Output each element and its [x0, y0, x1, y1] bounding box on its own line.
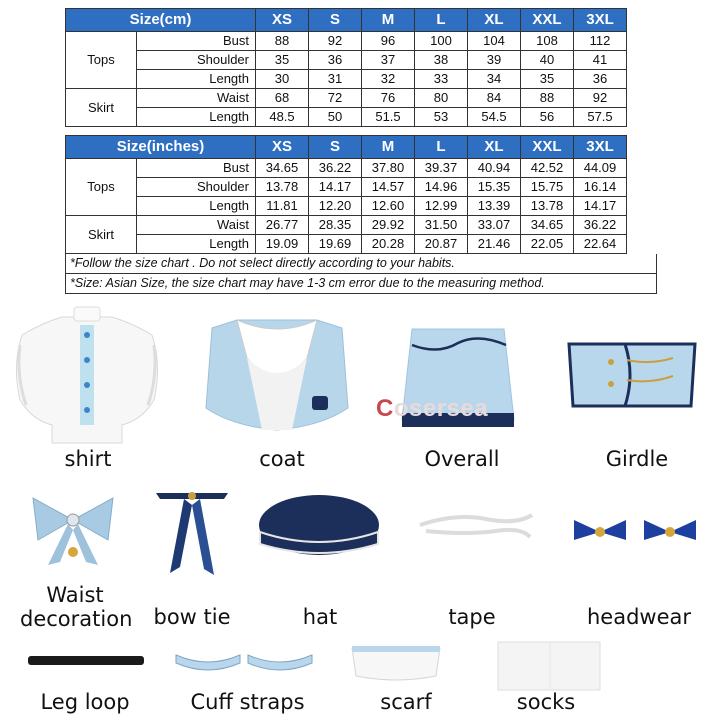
size-value: 88: [256, 32, 309, 51]
table-row: [66, 178, 627, 197]
size-value: 39.37: [415, 159, 468, 178]
size-value: 50: [309, 108, 362, 127]
size-header-col: S: [309, 9, 362, 32]
size-value: 28.35: [309, 216, 362, 235]
size-header-col: S: [309, 136, 362, 159]
size-value: 38: [415, 51, 468, 70]
size-header-col: L: [415, 136, 468, 159]
size-value: 40: [521, 51, 574, 70]
size-value: 22.05: [521, 235, 574, 254]
measure-label: Shoulder: [137, 178, 256, 197]
size-table-inches: [65, 135, 627, 254]
waist-decoration-image: [28, 490, 118, 570]
size-value: 92: [309, 32, 362, 51]
size-header-col: M: [362, 9, 415, 32]
size-value: 15.35: [468, 178, 521, 197]
size-value: 88: [521, 89, 574, 108]
overall-label: Overall: [424, 447, 500, 471]
size-value: 40.94: [468, 159, 521, 178]
table-row: [66, 89, 627, 108]
cuff-straps-label: Cuff straps: [190, 690, 305, 714]
size-value: 14.57: [362, 178, 415, 197]
group-label: Skirt: [66, 89, 137, 127]
measure-label: Waist: [137, 216, 256, 235]
size-header-col: XXL: [521, 136, 574, 159]
size-value: 21.46: [468, 235, 521, 254]
size-header-col: XS: [256, 9, 309, 32]
size-value: 33.07: [468, 216, 521, 235]
table-row: [66, 70, 627, 89]
size-value: 19.69: [309, 235, 362, 254]
size-header-col: 3XL: [574, 136, 627, 159]
size-header-title: Size(cm): [66, 9, 256, 32]
size-value: 48.5: [256, 108, 309, 127]
socks-label: socks: [516, 690, 576, 714]
size-value: 72: [309, 89, 362, 108]
size-header-col: 3XL: [574, 9, 627, 32]
size-value: 12.60: [362, 197, 415, 216]
size-value: 29.92: [362, 216, 415, 235]
size-header-title: Size(inches): [66, 136, 256, 159]
size-value: 13.39: [468, 197, 521, 216]
size-value: 31.50: [415, 216, 468, 235]
size-table-cm: [65, 8, 627, 127]
size-value: 37.80: [362, 159, 415, 178]
size-value: 56: [521, 108, 574, 127]
hat-label: hat: [302, 605, 338, 629]
size-value: 96: [362, 32, 415, 51]
size-notes: [65, 254, 657, 294]
size-value: 112: [574, 32, 627, 51]
table-row: [66, 32, 627, 51]
size-value: 84: [468, 89, 521, 108]
bow-tie-label: bow tie: [153, 605, 231, 629]
scarf-image: [348, 642, 444, 684]
measure-label: Length: [137, 235, 256, 254]
size-value: 33: [415, 70, 468, 89]
size-value: 57.5: [574, 108, 627, 127]
size-value: 20.28: [362, 235, 415, 254]
size-value: 108: [521, 32, 574, 51]
size-header-col: XS: [256, 136, 309, 159]
table-row: [66, 108, 627, 127]
size-value: 41: [574, 51, 627, 70]
size-value: 16.14: [574, 178, 627, 197]
group-label: Skirt: [66, 216, 137, 254]
size-value: 36.22: [309, 159, 362, 178]
size-value: 15.75: [521, 178, 574, 197]
table-row: [66, 159, 627, 178]
size-value: 20.87: [415, 235, 468, 254]
size-value: 76: [362, 89, 415, 108]
size-value: 14.96: [415, 178, 468, 197]
table-row: [66, 197, 627, 216]
size-value: 42.52: [521, 159, 574, 178]
hat-image: [254, 490, 384, 560]
size-value: 19.09: [256, 235, 309, 254]
measure-label: Length: [137, 70, 256, 89]
measure-label: Length: [137, 108, 256, 127]
size-value: 26.77: [256, 216, 309, 235]
size-value: 51.5: [362, 108, 415, 127]
cuff-straps-image: [172, 647, 317, 677]
size-value: 12.99: [415, 197, 468, 216]
size-value: 37: [362, 51, 415, 70]
measure-label: Shoulder: [137, 51, 256, 70]
headwear-image: [570, 510, 700, 550]
size-value: 12.20: [309, 197, 362, 216]
size-value: 30: [256, 70, 309, 89]
shirt-label: shirt: [64, 447, 112, 471]
size-value: 80: [415, 89, 468, 108]
group-label: Tops: [66, 32, 137, 89]
size-value: 34.65: [256, 159, 309, 178]
size-header-col: XL: [468, 9, 521, 32]
size-value: 104: [468, 32, 521, 51]
size-header-col: M: [362, 136, 415, 159]
size-value: 100: [415, 32, 468, 51]
size-value: 53: [415, 108, 468, 127]
size-value: 92: [574, 89, 627, 108]
note-asian-size: *Size: Asian Size, the size chart may have 1-3 cm error due to the measuring method.: [66, 273, 656, 293]
leg-loop-image: [26, 654, 146, 668]
table-row: [66, 235, 627, 254]
measure-label: Length: [137, 197, 256, 216]
measure-label: Bust: [137, 159, 256, 178]
size-value: 44.09: [574, 159, 627, 178]
size-value: 54.5: [468, 108, 521, 127]
scarf-label: scarf: [380, 690, 432, 714]
girdle-label: Girdle: [605, 447, 669, 471]
brand-watermark: Cosersea: [376, 395, 489, 422]
size-value: 39: [468, 51, 521, 70]
table-row: [66, 51, 627, 70]
size-value: 35: [256, 51, 309, 70]
size-value: 11.81: [256, 197, 309, 216]
coat-label: coat: [259, 447, 305, 471]
headwear-label: headwear: [586, 605, 692, 629]
size-header-col: XXL: [521, 9, 574, 32]
size-value: 22.64: [574, 235, 627, 254]
socks-image: [494, 638, 604, 693]
size-value: 13.78: [521, 197, 574, 216]
coat-image: [202, 318, 352, 436]
girdle-image: [565, 340, 700, 410]
tape-label: tape: [448, 605, 496, 629]
shirt-image: [12, 305, 162, 445]
size-value: 14.17: [309, 178, 362, 197]
tape-image: [416, 505, 536, 545]
waist-decoration-label: Waist decoration: [20, 583, 133, 631]
leg-loop-label: Leg loop: [40, 690, 130, 714]
size-value: 35: [521, 70, 574, 89]
size-value: 68: [256, 89, 309, 108]
note-follow-chart: *Follow the size chart . Do not select directly according to your habits.: [70, 256, 455, 270]
size-value: 36: [574, 70, 627, 89]
size-value: 36.22: [574, 216, 627, 235]
size-value: 34: [468, 70, 521, 89]
group-label: Tops: [66, 159, 137, 216]
size-value: 32: [362, 70, 415, 89]
size-header-col: L: [415, 9, 468, 32]
measure-label: Waist: [137, 89, 256, 108]
size-header-col: XL: [468, 136, 521, 159]
bow-tie-image: [152, 485, 232, 580]
size-value: 34.65: [521, 216, 574, 235]
size-value: 14.17: [574, 197, 627, 216]
size-value: 13.78: [256, 178, 309, 197]
measure-label: Bust: [137, 32, 256, 51]
table-row: [66, 216, 627, 235]
size-value: 31: [309, 70, 362, 89]
size-value: 36: [309, 51, 362, 70]
